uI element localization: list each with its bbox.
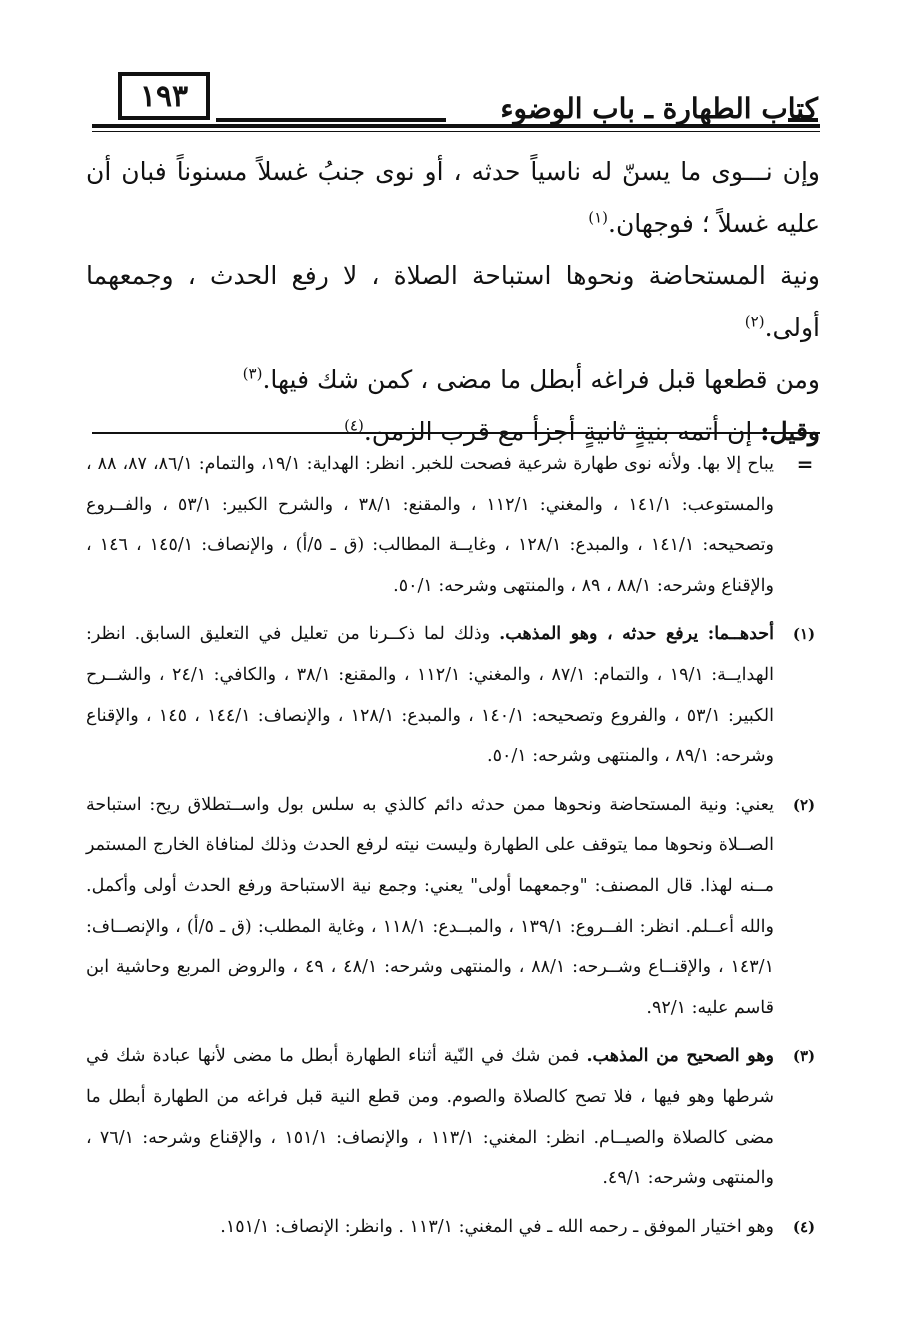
- header-rule: [92, 124, 820, 128]
- footnote-continued: [86, 444, 824, 606]
- footnote-text: وذلك لما ذكــرنا من تعليل في التعليق السابق. انظر: الهدايــة: ١٩/١ ، والتمام: ٨٧/١ ، والمغني: ١١٢/١ ، والمقنع: ٣٨/١ ، والكافي: ٢٤/١ ، والشــرح الكبير: ٥٣/١ ، والفروع وتصحيحه: ١٤٠/١ ، والمبدع: ١٢٨/١ ، والإنصاف: ١٤٤/١ ، ١٤٥ ، والإقناع وشرحه: ٨٩/١ ، والمنتهى وشرحه: ٥٠/١.: [86, 624, 775, 767]
- main-paragraph-2: [86, 250, 820, 354]
- footnote-ref-2[interactable]: (٢): [744, 312, 765, 331]
- footnote-4: [86, 1207, 824, 1248]
- page-number: ١٩٣: [118, 72, 210, 120]
- main-paragraph-1: [86, 146, 820, 250]
- footnote-lead: وهو الصحيح من المذهب.: [586, 1046, 774, 1067]
- footnote-number: (٣): [792, 1047, 816, 1066]
- main-paragraph-3-text: ومن قطعها قبل فراغه أبطل ما مضى ، كمن شك فيها.: [262, 365, 820, 394]
- footnote-number: (٤): [792, 1217, 816, 1236]
- main-paragraph-4-text: إن أتمه بنيةٍ ثانيةٍ أجزأ مع قرب الزمن.: [363, 417, 761, 446]
- header-rule-thin: [92, 131, 820, 132]
- header-dash-right: [788, 118, 818, 122]
- footnote-number: (٢): [792, 795, 816, 814]
- main-paragraph-2-text: ونية المستحاضة ونحوها استباحة الصلاة ، لا رفع الحدث ، وجمعهما أولى.: [86, 261, 820, 342]
- footnotes: [86, 444, 824, 1255]
- footnote-separator: [92, 432, 820, 434]
- header-dash: [216, 118, 446, 122]
- footnote-continued-text: يباح إلا بها. ولأنه نوى طهارة شرعية فصحت للخبر. انظر: الهداية: ١٩/١، والتمام: ٨٦/١، ٨٧، ٨٨ ، والمستوعب: ١٤١/١ ، والمغني: ١١٢/١ ، والمقنع: ٣٨/١ ، والشرح الكبير: ٥٣/١ ، والفــروع وتصحيحه: ١٤١/١ ، والمبدع: ١٢٨/١ ، وغايــة المطالب: (ق ـ ٥/أ) ، والإنصاف: ١٤٥/١ ، ١٤٦ ، والإقناع وشرحه: ٨٨/١ ، ٨٩ ، والمنتهى وشرحه: ٥٠/١.: [86, 454, 775, 596]
- footnote-3: [86, 1036, 824, 1198]
- main-paragraph-1-text: وإن نـــوى ما يسنّ له ناسياً حدثه ، أو نوى جنبُ غسلاً مسنوناً فبان أن عليه غسلاً ؛ فوجهان.: [86, 157, 820, 238]
- footnote-2: [86, 785, 824, 1029]
- footnote-lead: أحدهــما: يرفع حدثه ، وهو المذهب.: [499, 624, 774, 645]
- footnote-text: وهو اختيار الموفق ـ رحمه الله ـ في المغني: ١١٣/١ . وانظر: الإنصاف: ١٥١/١.: [220, 1216, 774, 1237]
- continuation-marker: =: [796, 452, 814, 476]
- footnote-text: فمن شك في النّية أثناء الطهارة أبطل ما مضى لأنها عبادة شك في شرطها وهو فيها ، فلا تصح كالصلاة والصوم. ومن قطع النية قبل فراغه من الطهارة أبطل ما مضى كالصلاة والصيــام. انظر: المغني: ١١٣/١ ، والإنصاف: ١٥١/١ ، والإقناع وشرحه: ٧٦/١ ، والمنتهى وشرحه: ٤٩/١.: [86, 1046, 774, 1189]
- main-paragraph-4-lead: وقيل:: [760, 417, 820, 446]
- footnote-number: (١): [792, 625, 816, 644]
- footnote-ref-4[interactable]: (٤): [344, 416, 364, 435]
- main-paragraph-3: [86, 354, 820, 406]
- footnote-ref-3[interactable]: (٣): [242, 364, 263, 383]
- footnote-text: يعني: ونية المستحاضة ونحوها ممن حدثه دائم كالذي به سلس بول واســتطلاق ريح: استباحة الصــلاة ونحوها مما يتوقف على الطهارة وليست نيته لرفع الحدث وذلك لمنافاة الخارج المستمر مــنه لهذا. قال المصنف: "وجمعهما أولى" يعني: وجمع نية الاستباحة ورفع الحدث أولى وأكمل. والله أعــلم. انظر: الفــروع: ١٣٩/١ ، والمبــدع: ١١٨/١ ، وغاية المطلب: (ق ـ ٥/أ) ، والإنصــاف: ١٤٣/١ ، والإقنــاع وشــرحه: ٨٨/١ ، والمنتهى وشرحه: ٤٨/١ ، ٤٩ ، والروض المربع وحاشية ابن قاسم عليه: ٩٢/١.: [86, 794, 774, 1018]
- footnote-ref-1[interactable]: (١): [588, 208, 608, 227]
- running-title: كتاب الطهارة ـ باب الوضوء: [500, 92, 818, 125]
- main-text: [86, 146, 820, 458]
- footnote-1: [86, 614, 824, 776]
